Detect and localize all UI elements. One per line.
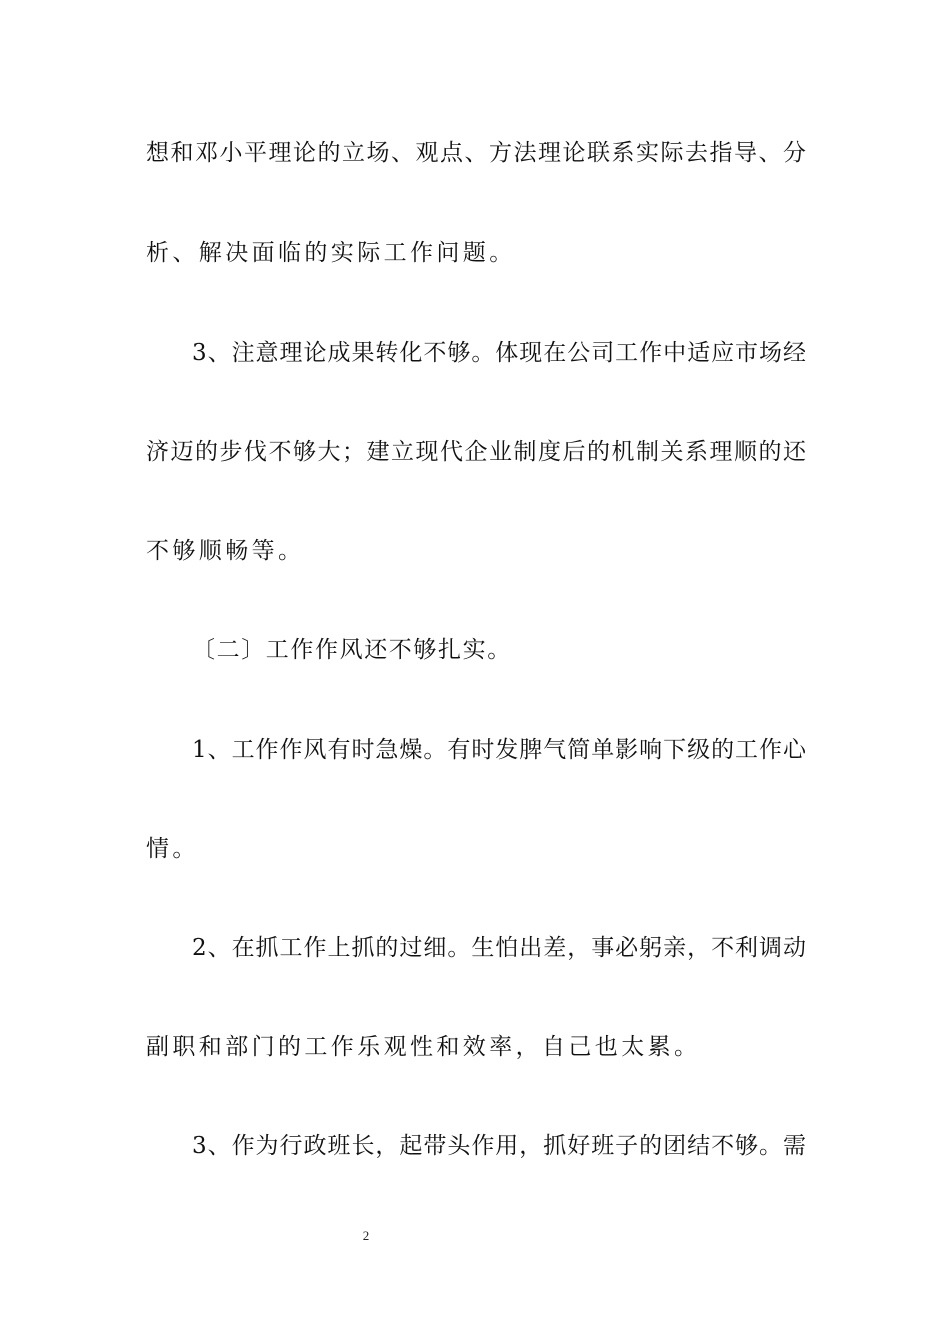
text-line: 不够顺畅等。 bbox=[146, 538, 305, 564]
text-line: 副职和部门的工作乐观性和效率，自己也太累。 bbox=[146, 1034, 701, 1060]
text-line: 济迈的步伐不够大；建立现代企业制度后的机制关系理顺的还 bbox=[146, 439, 806, 465]
page-number: 2 bbox=[362, 1228, 370, 1243]
text-line: 想和邓小平理论的立场、观点、方法理论联系实际去指导、分 bbox=[146, 140, 806, 166]
paragraph-first-line: 3、注意理论成果转化不够。体现在公司工作中适应市场经 bbox=[192, 340, 806, 366]
text-line: 情。 bbox=[146, 836, 199, 862]
section-heading: 〔二〕工作作风还不够扎实。 bbox=[192, 637, 512, 663]
paragraph-first-line: 1、工作作风有时急燥。有时发脾气简单影响下级的工作心 bbox=[192, 737, 806, 763]
paragraph-first-line: 3、作为行政班长，起带头作用，抓好班子的团结不够。需 bbox=[192, 1133, 806, 1159]
paragraph-first-line: 2、在抓工作上抓的过细。生怕出差，事必躬亲，不利调动 bbox=[192, 935, 806, 961]
text-line: 析、解决面临的实际工作问题。 bbox=[146, 240, 516, 266]
